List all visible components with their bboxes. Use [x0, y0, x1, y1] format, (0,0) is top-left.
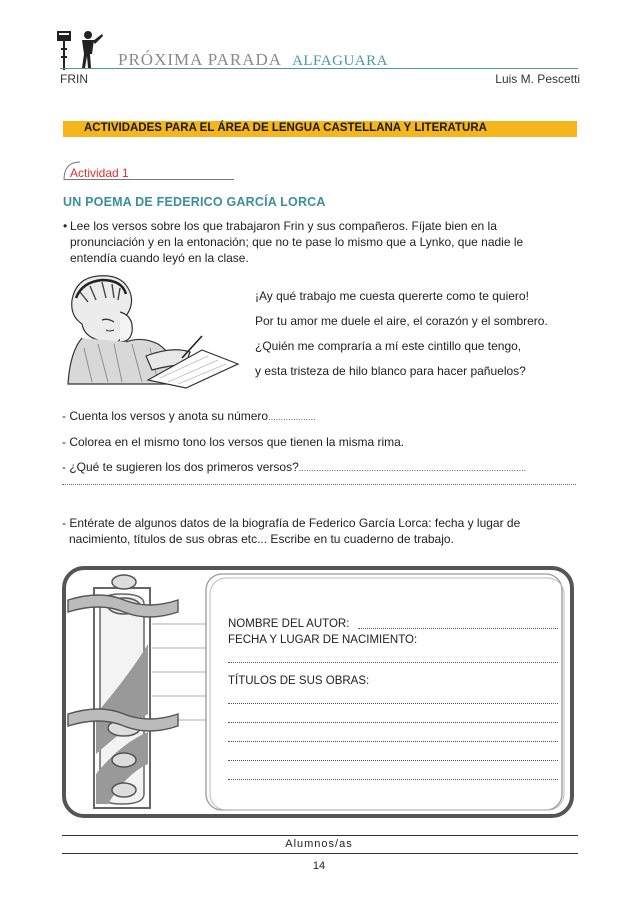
- works-answer-line-2[interactable]: [228, 722, 558, 723]
- task-color: - Colorea en el mismo tono los versos que tienen la misma rima.: [62, 435, 405, 449]
- birth-field-label: FECHA Y LUGAR DE NACIMIENTO:: [228, 634, 418, 646]
- intro-paragraph: [63, 218, 543, 266]
- section-title: UN POEMA DE FEDERICO GARCÍA LORCA: [63, 195, 326, 209]
- footer-divider-top: [62, 835, 578, 836]
- page-number: 14: [312, 860, 326, 872]
- audience-label: Alumnos/as: [285, 838, 353, 850]
- book-title: FRIN: [60, 72, 88, 86]
- poem-line-2: Por tu amor me duele el aire, el corazón y el sombrero.: [255, 314, 548, 328]
- poem-line-3: ¿Quién me compraría a mí este cintillo que tengo,: [255, 339, 522, 353]
- poem-line-4: y esta tristeza de hilo blanco para hacer pañuelos?: [255, 364, 526, 378]
- works-answer-line-5[interactable]: [228, 779, 558, 780]
- task-count: [62, 408, 316, 425]
- series-name: PRÓXIMA PARADA: [118, 50, 283, 69]
- header-divider: [60, 68, 578, 69]
- poem-line-1: ¡Ay qué trabajo me cuesta quererte como te quiero!: [255, 289, 529, 303]
- footer-divider-bottom: [62, 853, 578, 854]
- task-suggest-text: - ¿Qué te sugieren los dos primeros versos?: [62, 460, 299, 474]
- answer-line: [62, 484, 576, 485]
- answer-dots: ...................: [268, 412, 316, 422]
- publisher-brand: ALFAGUARA: [292, 53, 388, 69]
- bullet: •: [63, 219, 68, 233]
- author-field[interactable]: [228, 618, 349, 630]
- works-answer-line-4[interactable]: [228, 760, 558, 761]
- author-name: Luis M. Pescetti: [495, 72, 580, 86]
- birth-answer-line[interactable]: [228, 662, 558, 663]
- works-answer-line-1[interactable]: [228, 703, 558, 704]
- author-answer-line[interactable]: [358, 628, 558, 629]
- author-field-label: NOMBRE DEL AUTOR:: [228, 618, 350, 630]
- task-bio: - Entérate de algunos datos de la biografía de Federico García Lorca: fecha y lugar de nacimiento, títulos de sus obras etc... Escribe en tu cuaderno de trabajo.: [62, 516, 521, 546]
- task-suggest: [62, 459, 526, 476]
- intro-text: Lee los versos sobre los que trabajaron Frin y sus compañeros. Fíjate bien en la pronunciación y en la entonación; que no te pase lo mismo que a Lynko, que nadie le entendía cuando leyó en la clase.: [70, 219, 524, 265]
- banner-title: ACTIVIDADES PARA EL ÁREA DE LENGUA CASTELLANA Y LITERATURA: [84, 122, 487, 134]
- series-title: [118, 50, 388, 70]
- notebook-card: [60, 564, 578, 822]
- logo-icon: [55, 28, 107, 70]
- task-count-text: - Cuenta los versos y anota su número: [62, 409, 269, 423]
- boy-writing-illustration: [62, 272, 242, 392]
- works-answer-line-3[interactable]: [228, 741, 558, 742]
- activity-label: Actividad 1: [70, 166, 129, 180]
- answer-dots: ...........................................................................................: [298, 463, 527, 473]
- works-field-label: TÍTULOS DE SUS OBRAS:: [228, 675, 370, 687]
